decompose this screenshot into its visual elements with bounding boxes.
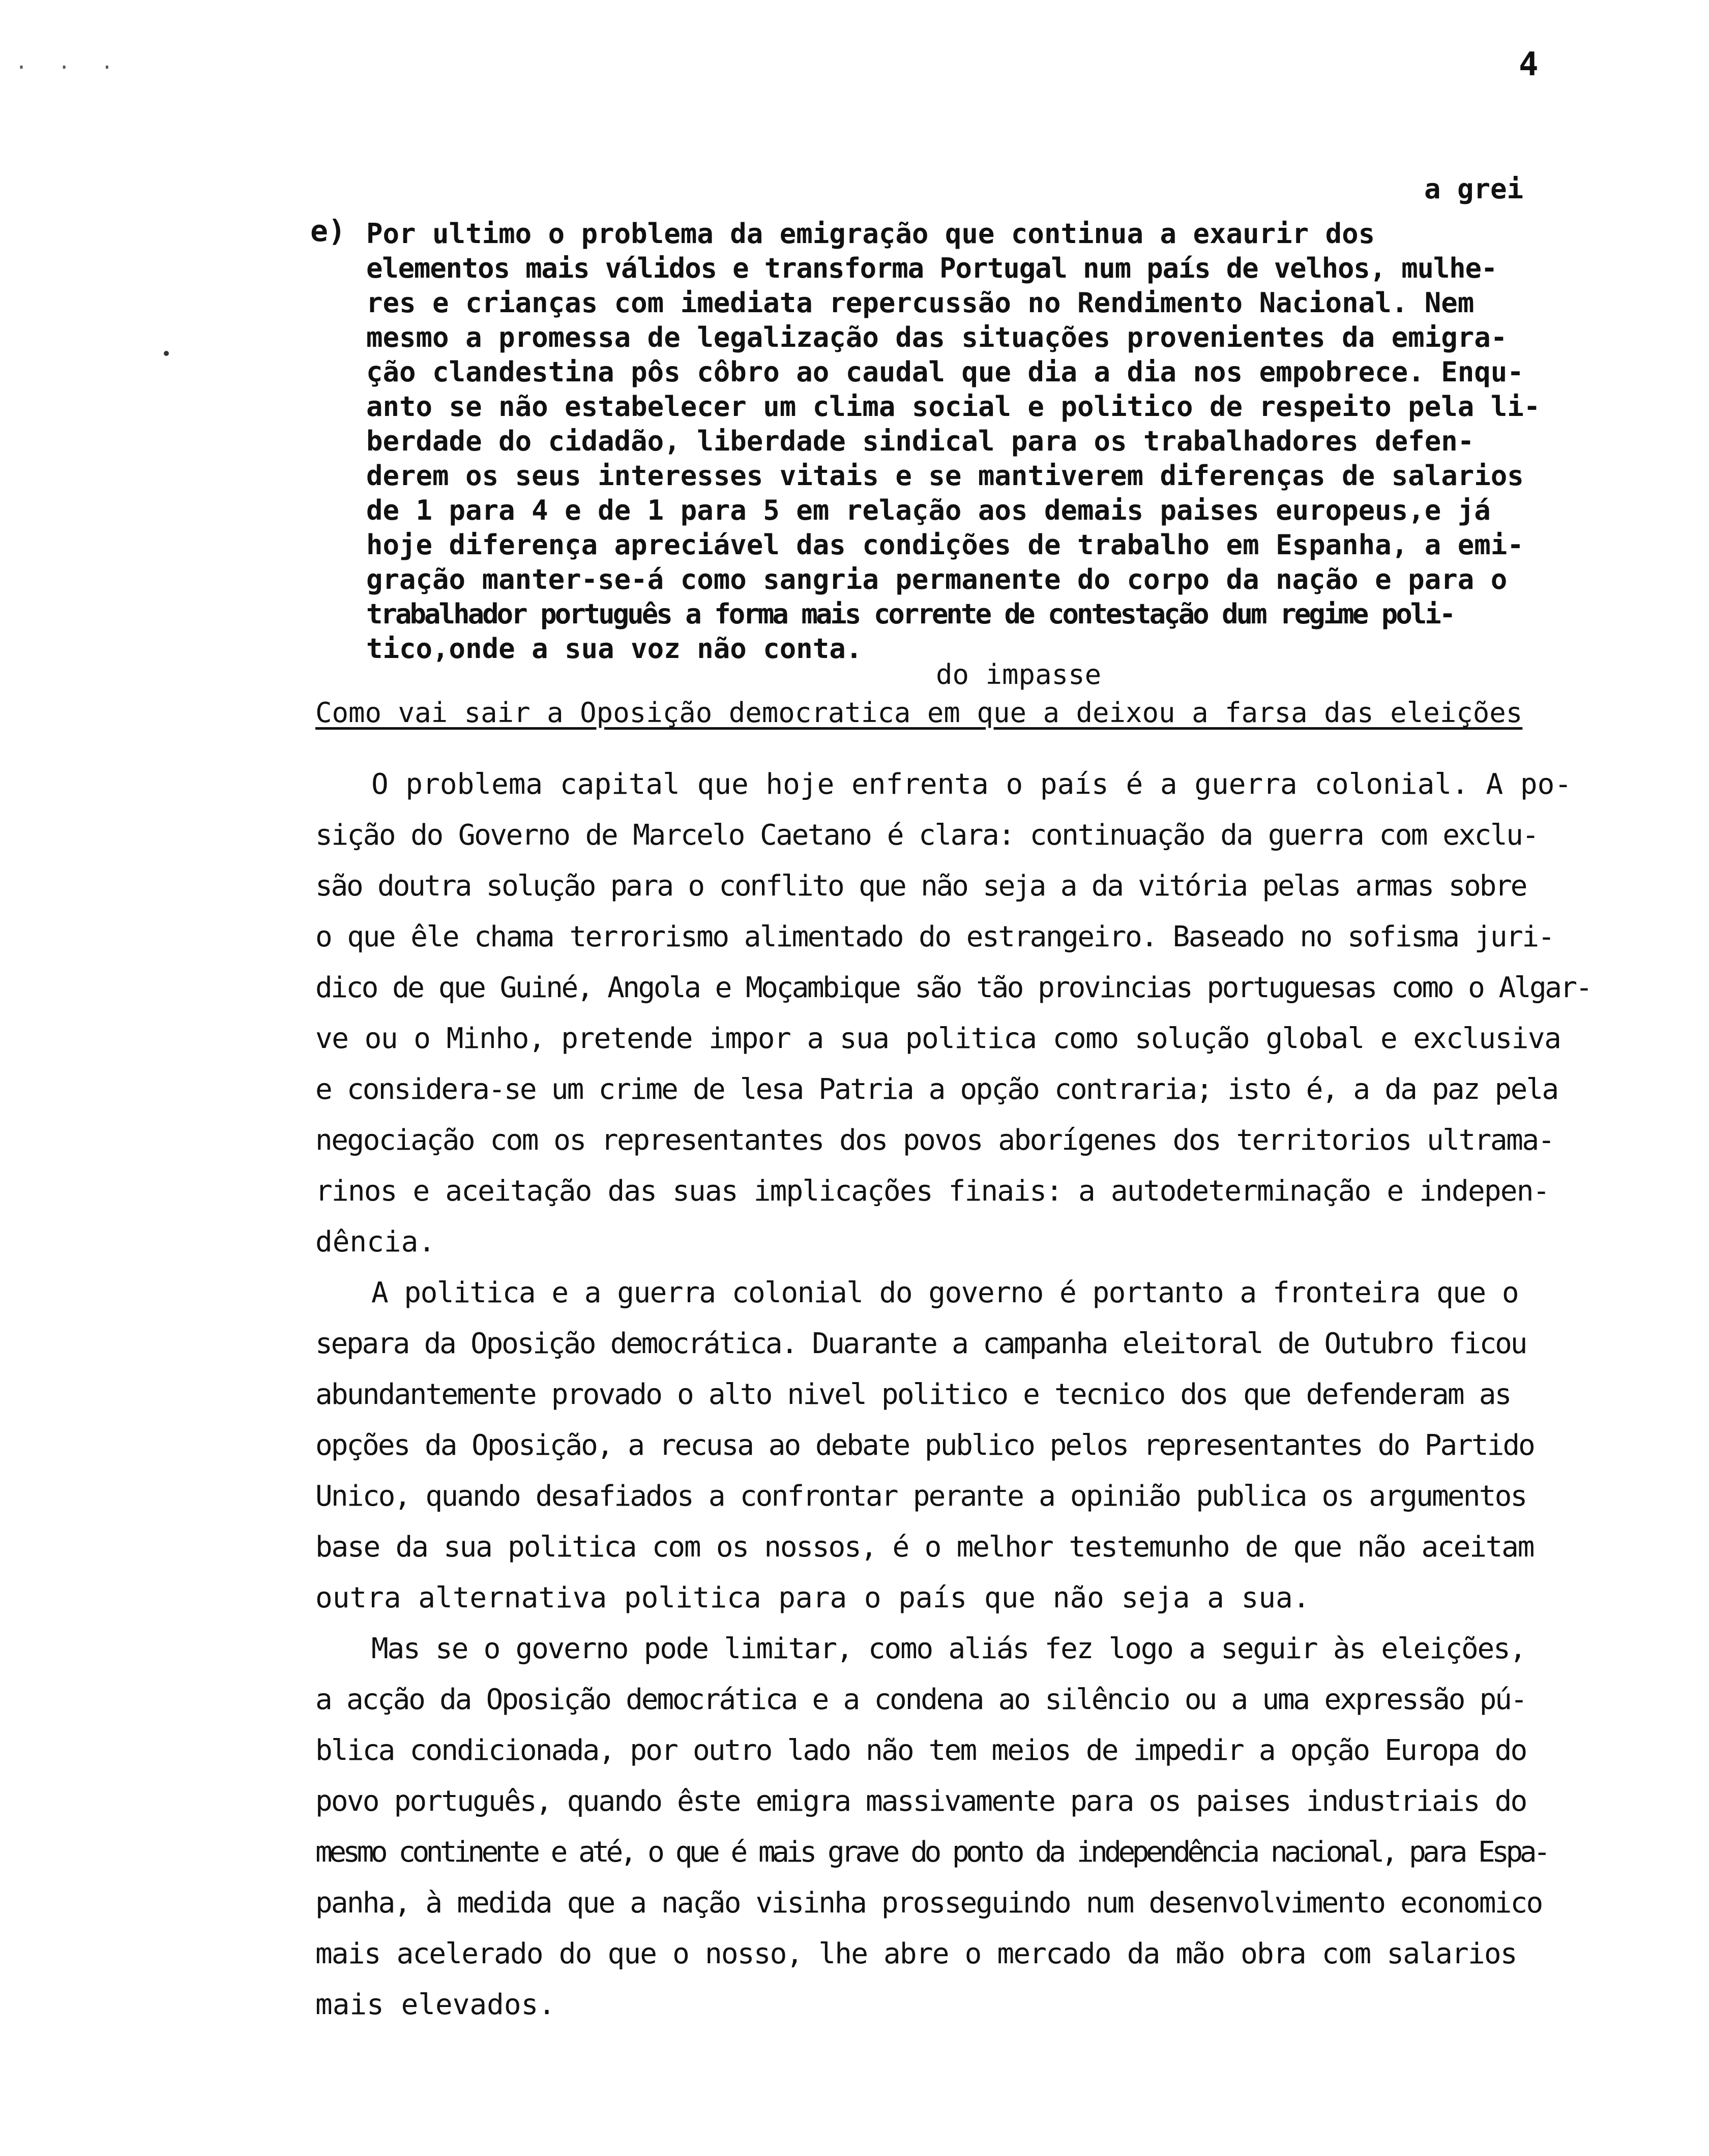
paragraph-line: O problema capital que hoje enfrenta o país é a guerra colonial. A po- (371, 768, 1572, 801)
section-e-line: de 1 para 4 e de 1 para 5 em relação aos demais paises europeus,e já (366, 494, 1491, 526)
paragraph-line: opções da Oposição, a recusa ao debate publico pelos representantes do Partido (315, 1429, 1534, 1462)
section-e-line: Por ultimo o problema da emigração que continua a exaurir dos (366, 218, 1375, 250)
paragraph-line: rinos e aceitação das suas implicações finais: a autodeterminação e indepen- (315, 1175, 1549, 1208)
paragraph-line: blica condicionada, por outro lado não tem meios de impedir a opção Europa do (315, 1734, 1526, 1767)
section-e-line: ção clandestina pôs côbro ao caudal que dia a dia nos empobrece. Enqu- (366, 356, 1524, 388)
section-e-line: hoje diferença apreciável das condições de trabalho em Espanha, a emi- (366, 529, 1524, 561)
section-e-line: res e crianças com imediata repercussão no Rendimento Nacional. Nem (366, 287, 1475, 319)
paragraph-line: panha, à medida que a nação visinha prosseguindo num desenvolvimento economico (315, 1887, 1542, 1920)
paragraph-line: a acção da Oposição democrática e a condena ao silêncio ou a uma expressão pú- (315, 1683, 1526, 1716)
section-e-line: anto se não estabelecer um clima social e politico de respeito pela li- (366, 391, 1541, 423)
paragraph-line: mais acelerado do que o nosso, lhe abre o mercado da mão obra com salarios (315, 1937, 1517, 1970)
paragraph-line: são doutra solução para o conflito que não seja a da vitória pelas armas sobre (315, 870, 1526, 903)
paragraph-line: dico de que Guiné, Angola e Moçambique são tão provincias portuguesas como o Algar- (315, 971, 1591, 1004)
section-e-line: berdade do cidadão, liberdade sindical para os trabalhadores defen- (366, 425, 1475, 457)
section-e-line: derem os seus interesses vitais e se mantiverem diferenças de salarios (366, 460, 1524, 492)
paragraph-line: negociação com os representantes dos povos aborígenes dos territorios ultrama- (315, 1124, 1554, 1157)
paragraph-line: ve ou o Minho, pretende impor a sua politica como solução global e exclusiva (315, 1022, 1561, 1055)
page-number: 4 (1519, 46, 1539, 83)
section-e-line: elementos mais válidos e transforma Portugal num país de velhos, mulhe- (366, 252, 1497, 284)
paragraph-line: dência. (315, 1225, 436, 1259)
section-marker: e) (310, 214, 346, 248)
section-heading: Como vai sair a Oposição democratica em que a deixou a farsa das eleições (315, 697, 1523, 729)
heading-annotation: do impasse (936, 658, 1102, 691)
paragraph-line: Mas se o governo pode limitar, como aliás fez logo a seguir às eleições, (371, 1632, 1526, 1665)
paragraph-line: sição do Governo de Marcelo Caetano é clara: continuação da guerra com exclu- (315, 819, 1538, 852)
section-e-line: mesmo a promessa de legalização das situações provenientes da emigra- (366, 321, 1508, 353)
paragraph-line: base da sua politica com os nossos, é o melhor testemunho de que não aceitam (315, 1531, 1534, 1564)
margin-dot (164, 351, 169, 356)
paragraph-line: Unico, quando desafiados a confrontar perante a opinião publica os argumentos (315, 1480, 1526, 1513)
margin-marks: · · · (15, 56, 123, 79)
handwritten-annotation: a grei (1424, 173, 1524, 205)
section-e-line: trabalhador português a forma mais corrente de contestação dum regime poli- (366, 598, 1454, 630)
paragraph-line: e considera-se um crime de lesa Patria a opção contraria; isto é, a da paz pela (315, 1073, 1558, 1106)
paragraph-line: separa da Oposição democrática. Duarante a campanha eleitoral de Outubro ficou (315, 1327, 1526, 1360)
paragraph-line: A politica e a guerra colonial do governo é portanto a fronteira que o (371, 1276, 1519, 1309)
paragraph-line: abundantemente provado o alto nivel politico e tecnico dos que defenderam as (315, 1378, 1511, 1411)
paragraph-line: mesmo continente e até, o que é mais grave do ponto da independência nacional, para Espa- (315, 1836, 1548, 1869)
paragraph-line: mais elevados. (315, 1988, 556, 2021)
paragraph-line: povo português, quando êste emigra massivamente para os paises industriais do (315, 1785, 1526, 1818)
paragraph-line: outra alternativa politica para o país que não seja a sua. (315, 1581, 1310, 1614)
paragraph-line: o que êle chama terrorismo alimentado do estrangeiro. Baseado no sofisma juri- (315, 920, 1554, 953)
section-e-line: tico,onde a sua voz não conta. (366, 633, 863, 665)
section-e-line: gração manter-se-á como sangria permanente do corpo da nação e para o (366, 563, 1508, 595)
